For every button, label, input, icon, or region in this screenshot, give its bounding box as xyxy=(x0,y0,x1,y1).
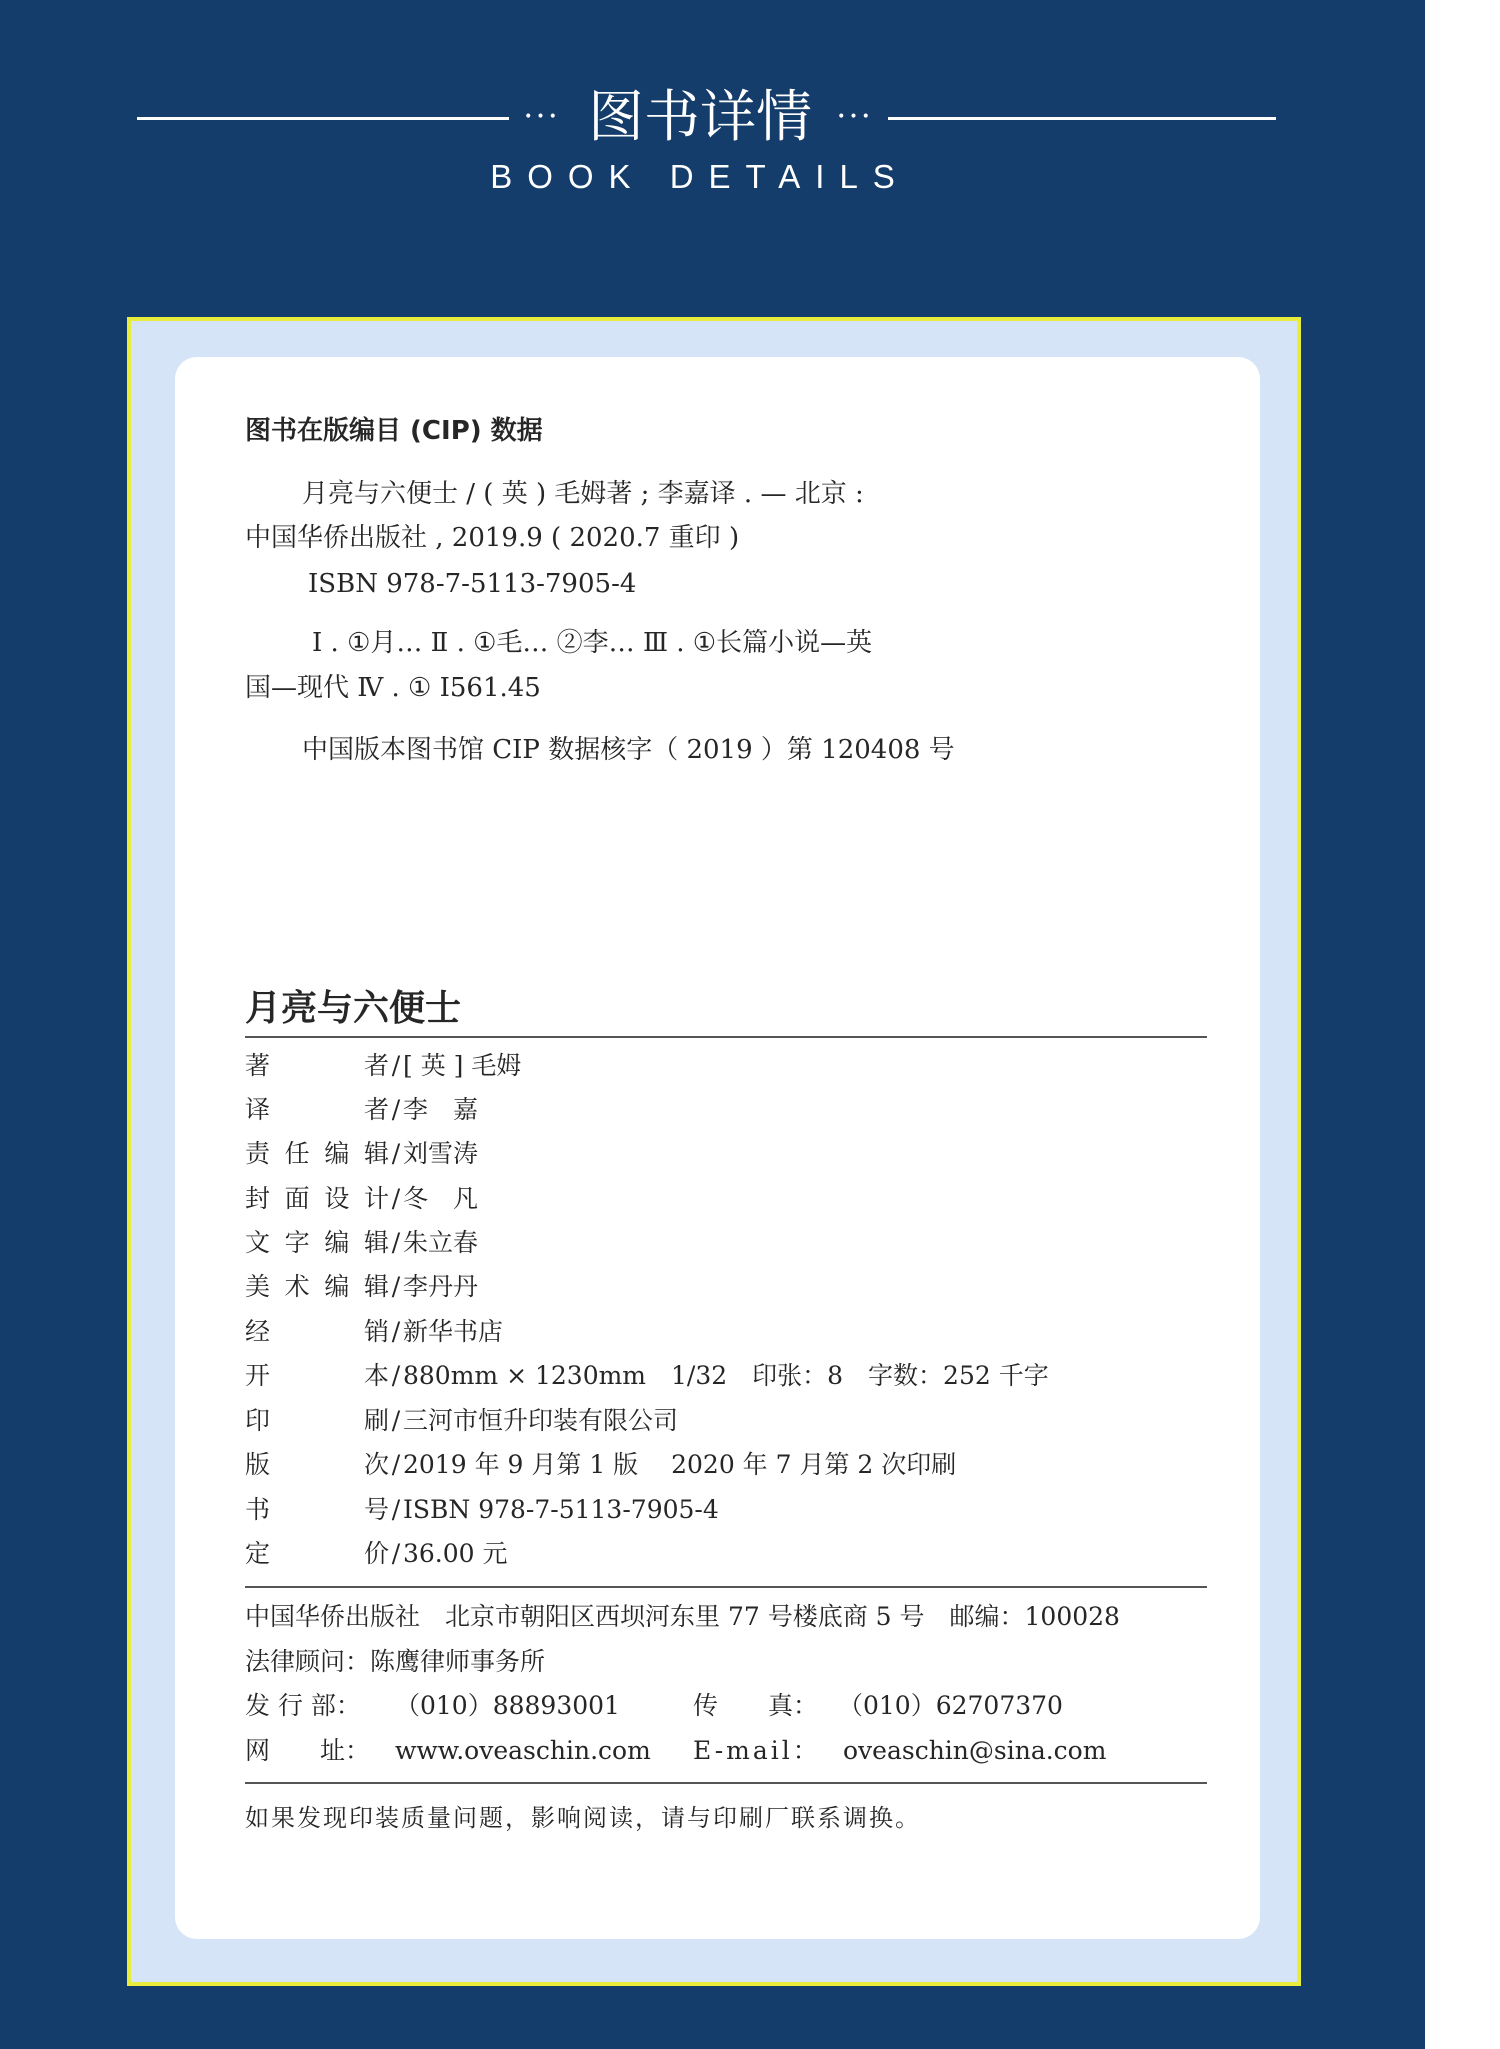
info-label: 文字编辑 xyxy=(245,1228,389,1257)
info-value: 朱立春 xyxy=(403,1228,479,1257)
info-row-editor xyxy=(245,1136,478,1172)
info-label: 定价 xyxy=(245,1539,389,1568)
cip-class-line-1: Ⅰ . ①月… Ⅱ . ①毛… ②李… Ⅲ . ①长篇小说—英 xyxy=(312,628,873,658)
info-label: 印刷 xyxy=(245,1406,389,1435)
cip-line-1: 月亮与六便士 / ( 英 ) 毛姆著 ; 李嘉译 . — 北京 : xyxy=(302,479,864,509)
website-label: 网 址： xyxy=(245,1736,371,1765)
distribution-dept-label: 发 行 部： xyxy=(245,1691,361,1720)
info-separator: / xyxy=(391,1495,401,1524)
info-row-price xyxy=(245,1536,508,1572)
info-label: 封面设计 xyxy=(245,1184,389,1213)
info-separator: / xyxy=(391,1361,401,1390)
info-row-cover-design xyxy=(245,1181,478,1217)
info-row-author xyxy=(245,1048,521,1084)
info-separator: / xyxy=(391,1406,401,1435)
info-separator: / xyxy=(391,1228,401,1257)
info-separator: / xyxy=(391,1184,401,1213)
info-label: 美术编辑 xyxy=(245,1272,389,1301)
publisher-address: 中国华侨出版社 北京市朝阳区西坝河东里 77 号楼底商 5 号 邮编：100028 xyxy=(245,1602,1120,1631)
info-separator: / xyxy=(391,1095,401,1124)
info-value: 2019 年 9 月第 1 版 2020 年 7 月第 2 次印刷 xyxy=(403,1450,957,1479)
info-value: 36.00 元 xyxy=(403,1539,508,1568)
info-label: 书号 xyxy=(245,1495,389,1524)
info-value: 冬 凡 xyxy=(403,1184,479,1213)
info-row-translator xyxy=(245,1092,478,1128)
info-row-art-editor xyxy=(245,1269,478,1305)
info-value: 新华书店 xyxy=(403,1317,504,1346)
info-row-text-editor xyxy=(245,1225,478,1261)
info-separator: / xyxy=(391,1051,401,1080)
publisher-rule-bottom xyxy=(245,1782,1207,1784)
info-value: 三河市恒升印装有限公司 xyxy=(403,1406,679,1435)
info-row-distributor xyxy=(245,1314,503,1350)
fax-number: （010）62707370 xyxy=(838,1691,1063,1720)
header-dots-left: ••• xyxy=(524,109,561,125)
info-label: 译者 xyxy=(245,1095,389,1124)
info-label: 著者 xyxy=(245,1051,389,1080)
info-value: ISBN 978-7-5113-7905-4 xyxy=(403,1495,719,1524)
header-rule-left xyxy=(137,117,509,120)
quality-notice: 如果发现印装质量问题，影响阅读，请与印刷厂联系调换。 xyxy=(245,1804,921,1832)
info-label: 经销 xyxy=(245,1317,389,1346)
page-title: 图书详情 xyxy=(588,85,812,150)
fax-label: 传 真： xyxy=(693,1691,819,1720)
info-value: 李 嘉 xyxy=(403,1095,479,1124)
page-margin xyxy=(1425,0,1500,2049)
info-separator: / xyxy=(391,1272,401,1301)
info-row-printer xyxy=(245,1403,678,1439)
header-rule-right xyxy=(888,117,1276,120)
email-label: E-mail： xyxy=(693,1736,821,1765)
info-label: 责任编辑 xyxy=(245,1139,389,1168)
header-dots-right: ••• xyxy=(837,109,874,125)
info-separator: / xyxy=(391,1450,401,1479)
info-row-isbn xyxy=(245,1492,719,1528)
cip-verify-line: 中国版本图书馆 CIP 数据核字（ 2019 ）第 120408 号 xyxy=(302,735,955,765)
info-separator: / xyxy=(391,1539,401,1568)
info-row-format xyxy=(245,1358,1049,1394)
cip-class-line-2: 国—现代 Ⅳ . ① I561.45 xyxy=(245,673,541,703)
distribution-dept-phone: （010）88893001 xyxy=(395,1691,620,1720)
info-value: 刘雪涛 xyxy=(403,1139,479,1168)
info-row-edition xyxy=(245,1447,956,1483)
cip-line-2: 中国华侨出版社 , 2019.9 ( 2020.7 重印 ) xyxy=(245,523,740,553)
legal-advisor: 法律顾问：陈鹰律师事务所 xyxy=(245,1647,546,1676)
publisher-rule-top xyxy=(245,1586,1207,1588)
cip-heading: 图书在版编目 (CIP) 数据 xyxy=(245,416,543,446)
info-label: 版次 xyxy=(245,1450,389,1479)
info-value: 李丹丹 xyxy=(403,1272,479,1301)
info-separator: / xyxy=(391,1139,401,1168)
email-address[interactable]: oveaschin@sina.com xyxy=(843,1736,1107,1765)
book-title: 月亮与六便士 xyxy=(245,988,462,1029)
info-value: 880mm × 1230mm 1/32 印张：8 字数：252 千字 xyxy=(403,1361,1049,1390)
info-separator: / xyxy=(391,1317,401,1346)
cip-isbn: ISBN 978-7-5113-7905-4 xyxy=(308,569,637,599)
info-label: 开本 xyxy=(245,1361,389,1390)
website-url[interactable]: www.oveaschin.com xyxy=(395,1736,651,1765)
info-value: [ 英 ] 毛姆 xyxy=(403,1051,522,1080)
page-subtitle: BOOK DETAILS xyxy=(490,158,910,195)
title-rule xyxy=(245,1036,1207,1038)
